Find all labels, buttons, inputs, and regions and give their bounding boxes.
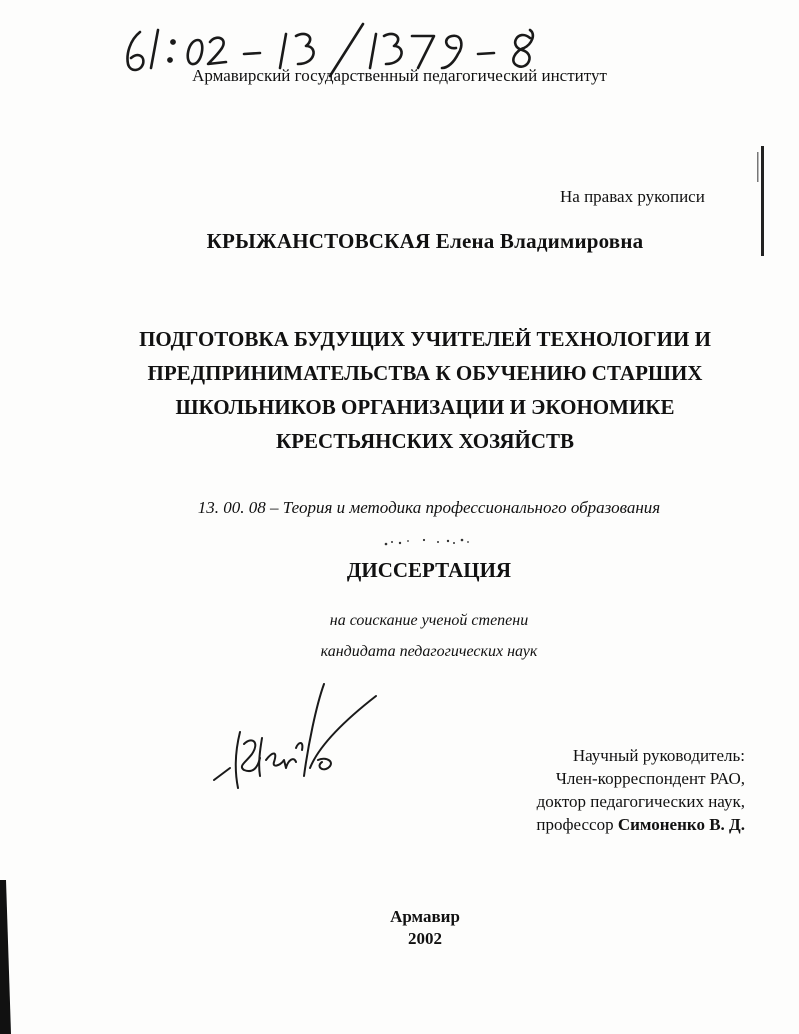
scan-specks: [378, 536, 478, 548]
scan-edge-right: [752, 146, 768, 256]
title-line: КРЕСТЬЯНСКИХ ХОЗЯЙСТВ: [275, 429, 575, 453]
advisor-rank: профессор: [536, 815, 618, 834]
dissertation-title: [0, 322, 799, 458]
advisor-name: Симоненко В. Д.: [617, 815, 745, 834]
advisor-name-line: [470, 813, 745, 836]
city: Армавир: [390, 907, 460, 926]
title-line: ПОДГОТОВКА БУДУЩИХ УЧИТЕЛЕЙ ТЕХНОЛОГИИ И: [139, 327, 711, 351]
author-name: КРЫЖАНСТОВСКАЯ Елена Владимировна: [206, 229, 644, 253]
scan-edge-left: [0, 880, 14, 1034]
degree-statement: [0, 605, 799, 667]
degree-line: на соискание ученой степени: [329, 612, 529, 629]
title-line: ПРЕДПРИНИМАТЕЛЬСТВА К ОБУЧЕНИЮ СТАРШИХ: [147, 361, 703, 385]
advisor-title: Член-корреспондент РАО,: [555, 769, 745, 788]
specialty-code: 13. 00. 08 – Теория и методика профессионального образования: [197, 498, 661, 517]
rights-note: На правах рукописи: [560, 187, 705, 206]
advisor-degree: доктор педагогических наук,: [536, 792, 745, 811]
advisor-label: Научный руководитель:: [572, 746, 745, 765]
degree-line: кандидата педагогических наук: [320, 643, 538, 660]
year: 2002: [408, 929, 442, 948]
scientific-advisor: [470, 744, 745, 836]
signature: [200, 676, 390, 796]
title-line: ШКОЛЬНИКОВ ОРГАНИЗАЦИИ И ЭКОНОМИКЕ: [175, 395, 675, 419]
institute-name: Армавирский государственный педагогический институт: [192, 66, 607, 85]
place-and-year: [0, 906, 799, 950]
document-type: ДИССЕРТАЦИЯ: [346, 558, 512, 582]
